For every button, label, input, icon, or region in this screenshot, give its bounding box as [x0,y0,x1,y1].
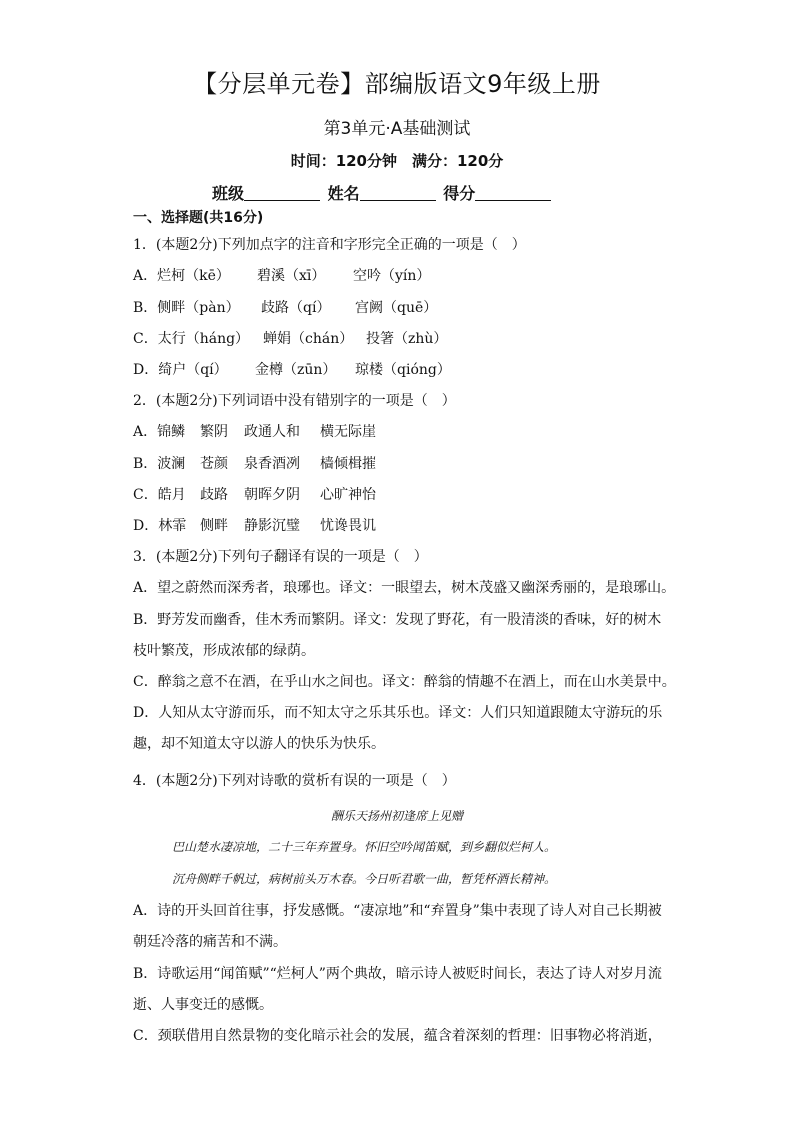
option-part: 蝉娟（chán） [263,331,354,347]
name-label: 姓名 [327,184,360,203]
page-title: 【分层单元卷】部编版语文9年级上册 [193,70,601,98]
question-2-option-d [133,515,376,535]
option-part: 空吟（yín） [353,268,431,284]
question-2-option-b [133,453,376,473]
question-2-option-a [133,421,376,441]
option-part: B．侧畔（pàn） [133,300,240,316]
question-4-option-b-cont: 逝、人事变迁的感慨。 [133,997,273,1013]
exam-meta: 时间：120分钟 满分：120分 [290,152,504,170]
option-part: A．烂柯（kē） [133,268,230,284]
option-part: 忧谗畏讥 [320,518,376,534]
question-3-stem: 3．(本题2分)下列句子翻译有误的一项是（ ） [133,549,428,565]
option-part: 泉香酒冽 [244,456,300,472]
option-part: 碧溪（xī） [257,268,326,284]
question-4-option-a-cont: 朝廷冷落的痛苦和不满。 [133,934,287,950]
question-1-option-d [133,359,451,379]
question-3-option-d: D．人知从太守游而乐，而不知太守之乐其乐也。译文：人们只知道跟随太守游玩的乐 [133,705,663,721]
score-label: 得分 [443,184,476,203]
question-2-stem: 2．(本题2分)下列词语中没有错别字的一项是（ ） [133,393,456,409]
question-4-option-c: C．颈联借用自然景物的变化暗示社会的发展，蕴含着深刻的哲理：旧事物必将消逝， [133,1028,662,1044]
question-2-option-c [133,484,376,504]
question-4-option-a: A．诗的开头回首往事，抒发感慨。“凄凉地”和“弃置身”集中表现了诗人对自己长期被 [133,903,662,919]
option-part: 横无际崖 [320,424,376,440]
page-subtitle: 第3单元·A基础测试 [323,119,471,139]
option-part: D．绮户（qí） [133,362,228,378]
option-part: 琼楼（qióng） [355,362,451,378]
poem-line: 沉舟侧畔千帆过，病树前头万木春。今日听君歌一曲，暂凭杯酒长精神。 [172,872,557,886]
option-part: 投箸（zhù） [366,331,448,347]
class-blank[interactable] [244,184,320,201]
option-part: 樯倾楫摧 [320,456,376,472]
question-3-option-b-cont: 枝叶繁茂，形成浓郁的绿荫。 [133,643,315,659]
option-part: 金樽（zūn） [255,362,337,378]
question-3-option-b: B．野芳发而幽香，佳木秀而繁阴。译文：发现了野花，有一股清淡的香味，好的树木 [133,612,662,628]
poem-title: 酬乐天扬州初逢席上见赠 [330,809,463,823]
student-info-fields [212,181,553,204]
option-part: 繁阴 [200,424,228,440]
question-4-option-b: B．诗歌运用“闻笛赋”“烂柯人”两个典故，暗示诗人被贬时间长，表达了诗人对岁月流 [133,966,662,982]
section-heading: 一、选择题(共16分) [133,210,264,226]
option-part: 歧路（qí） [261,300,331,316]
poem-line: 巴山楚水凄凉地，二十三年弃置身。怀旧空吟闻笛赋，到乡翻似烂柯人。 [172,840,557,854]
question-1-option-c [133,328,447,348]
score-blank[interactable] [475,184,551,201]
question-3-option-c: C．醉翁之意不在酒，在乎山水之间也。译文：醉翁的情趣不在酒上，而在山水美景中。 [133,674,676,690]
option-part: A．锦鳞 [133,424,186,440]
option-part: B．波澜 [133,456,186,472]
option-part: C．太行（háng） [133,331,250,347]
option-part: C．皓月 [133,487,186,503]
question-1-option-b [133,297,437,317]
option-part: 朝晖夕阴 [244,487,300,503]
option-part: 苍颜 [200,456,228,472]
question-1-option-a [133,265,430,285]
option-part: D．林霏 [133,518,187,534]
option-part: 宫阙（quē） [355,300,438,316]
option-part: 心旷神怡 [320,487,376,503]
question-3-option-a: A．望之蔚然而深秀者，琅琊也。译文：一眼望去，树木茂盛又幽深秀丽的，是琅琊山。 [133,580,676,596]
question-3-option-d-cont: 趣，却不知道太守以游人的快乐为快乐。 [133,736,385,752]
question-1-stem: 1．(本题2分)下列加点字的注音和字形完全正确的一项是（ ） [133,237,526,253]
name-blank[interactable] [360,184,436,201]
question-4-stem: 4．(本题2分)下列对诗歌的赏析有误的一项是（ ） [133,773,456,789]
option-part: 静影沉璧 [244,518,300,534]
class-label: 班级 [212,184,245,203]
option-part: 侧畔 [200,518,228,534]
option-part: 政通人和 [244,424,300,440]
option-part: 歧路 [200,487,228,503]
